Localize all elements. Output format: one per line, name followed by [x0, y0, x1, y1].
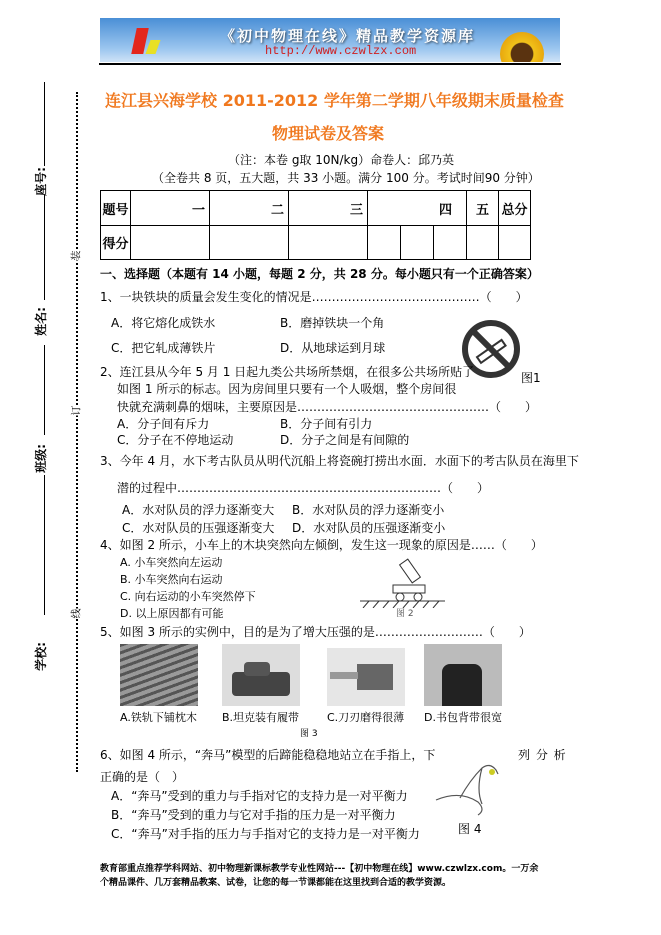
caption-c: C.刀刃磨得很薄: [327, 711, 405, 724]
banner-title: 《初中物理在线》精品教学资源库: [220, 27, 476, 45]
seat-label: 座号:: [33, 167, 48, 196]
figure-2-caption: 图 2: [396, 609, 414, 619]
class-label: 班级:: [33, 444, 48, 473]
score-table: [100, 190, 531, 260]
footer-line: 个精品课件、几万套精品教案、试卷，让您的每一节课都能在这里找到合适的教学资源。: [100, 878, 452, 888]
col-header: 总分: [499, 191, 531, 226]
exam-note: （注：本卷 g取 10N/kg）命卷人：邱乃英: [228, 153, 455, 167]
option-a: A. 小车突然向左运动: [120, 556, 223, 569]
option-c: C．水对队员的压强逐渐变大: [122, 521, 275, 535]
option-c: C．把它轧成薄铁片: [111, 341, 216, 355]
exam-subtitle: 物理试卷及答案: [272, 124, 385, 143]
question-6-line: 列 分 析: [518, 748, 566, 762]
figure-1-caption: 图1: [521, 371, 541, 385]
option-c: C．分子在不停地运动: [117, 433, 234, 447]
banner-url: http://www.czwlzx.com: [265, 44, 417, 58]
binding-line: [44, 475, 45, 615]
score-cell[interactable]: [401, 226, 434, 260]
option-a: A．将它熔化成铁水: [111, 316, 216, 330]
railway-image: [120, 644, 198, 706]
option-b: B. 小车突然向右运动: [120, 573, 223, 586]
option-b: B．“奔马”受到的重力与它对手指的压力是一对平衡力: [111, 808, 396, 822]
tank-image: [222, 644, 300, 706]
section-heading: 一、选择题（本题有 14 小题，每题 2 分，共 28 分。每小题只有一个正确答案）: [100, 267, 539, 281]
horse-on-finger-image: [430, 760, 510, 820]
cut-mark: 装: [68, 251, 83, 261]
question-6: 6、如图 4 所示，“奔马”模型的后蹄能稳稳地站立在手指上，下: [100, 748, 436, 762]
row-label: 题号: [101, 191, 131, 226]
cut-mark: 线: [68, 609, 83, 619]
school-label: 学校:: [33, 642, 48, 671]
figure-4-caption: 图 4: [458, 822, 482, 836]
option-b: B．水对队员的浮力逐渐变小: [292, 503, 445, 517]
question-4: 4、如图 2 所示，小车上的木块突然向左倾倒，发生这一现象的原因是……（ ）: [100, 538, 543, 552]
col-header: 一: [131, 191, 210, 226]
col-header: 二: [210, 191, 289, 226]
exam-title: 连江县兴海学校 2011-2012 学年第二学期八年级期末质量检查: [105, 91, 564, 110]
question-2: 2、连江县从今年 5 月 1 日起九类公共场所禁烟，在很多公共场所贴了: [100, 365, 475, 379]
site-banner: [100, 18, 560, 62]
option-b: B．分子间有引力: [280, 417, 373, 431]
col-header: 四: [368, 191, 467, 226]
sunflower-icon: [500, 32, 544, 62]
binding-line: [44, 345, 45, 435]
cart-diagram: [355, 558, 450, 608]
backpack-image: [424, 644, 502, 706]
binding-line: [44, 82, 45, 166]
logo-icon-accent: [145, 40, 160, 54]
option-a: A．“奔马”受到的重力与手指对它的支持力是一对平衡力: [111, 789, 408, 803]
score-cell[interactable]: [467, 226, 499, 260]
score-cell[interactable]: [368, 226, 401, 260]
question-3-line: 潜的过程中…………………………………………………………（ ）: [117, 481, 490, 495]
question-5: 5、如图 3 所示的实例中，目的是为了增大压强的是………………………（ ）: [100, 625, 531, 639]
col-header: 三: [289, 191, 368, 226]
row-label: 得分: [101, 226, 131, 260]
score-cell[interactable]: [289, 226, 368, 260]
option-a: A．水对队员的浮力逐渐变大: [122, 503, 275, 517]
option-d: D．分子之间是有间隙的: [280, 433, 410, 447]
caption-b: B.坦克装有履带: [222, 711, 300, 724]
option-c: C. 向右运动的小车突然停下: [120, 590, 256, 603]
cut-line: [76, 92, 78, 772]
score-cell[interactable]: [434, 226, 467, 260]
option-c: C．“奔马”对手指的压力与手指对它的支持力是一对平衡力: [111, 827, 420, 841]
option-d: D．从地球运到月球: [280, 341, 386, 355]
score-cell[interactable]: [210, 226, 289, 260]
footer-line: 教育部重点推荐学科网站、初中物理新课标教学专业性网站---【初中物理在线】www.czwlzx.com。一万余: [100, 864, 539, 874]
question-2-line: 快就充满刺鼻的烟味，主要原因是…………………………………………（ ）: [117, 400, 538, 414]
caption-a: A.铁轨下铺枕木: [120, 711, 197, 724]
figure-3-caption: 图 3: [300, 729, 318, 739]
score-cell[interactable]: [131, 226, 210, 260]
question-3: 3、今年 4 月，水下考古队员从明代沉船上将瓷碗打捞出水面．水面下的考古队员在海里下: [100, 454, 579, 468]
question-2-line: 如图 1 所示的标志。因为房间里只要有一个人吸烟，整个房间很: [117, 382, 457, 396]
option-b: B．磨掉铁块一个角: [280, 316, 385, 330]
option-a: A．分子间有斥力: [117, 417, 210, 431]
col-header: 五: [467, 191, 499, 226]
option-d: D．水对队员的压强逐渐变小: [292, 521, 446, 535]
exam-note: （全卷共 8 页，五大题，共 33 小题。满分 100 分。考试时间90 分钟）: [152, 171, 540, 185]
question-6-line: 正确的是（ ）: [100, 770, 185, 784]
option-d: D. 以上原因都有可能: [120, 607, 224, 620]
divider: [99, 63, 561, 65]
binding-line: [44, 195, 45, 300]
name-label: 姓名:: [33, 307, 48, 336]
knife-image: [327, 648, 405, 706]
caption-d: D.书包背带很宽: [424, 711, 502, 724]
score-cell[interactable]: [499, 226, 531, 260]
cut-mark: 订: [68, 406, 83, 416]
question-1: 1、一块铁块的质量会发生变化的情况是……………………………………（ ）: [100, 290, 528, 304]
